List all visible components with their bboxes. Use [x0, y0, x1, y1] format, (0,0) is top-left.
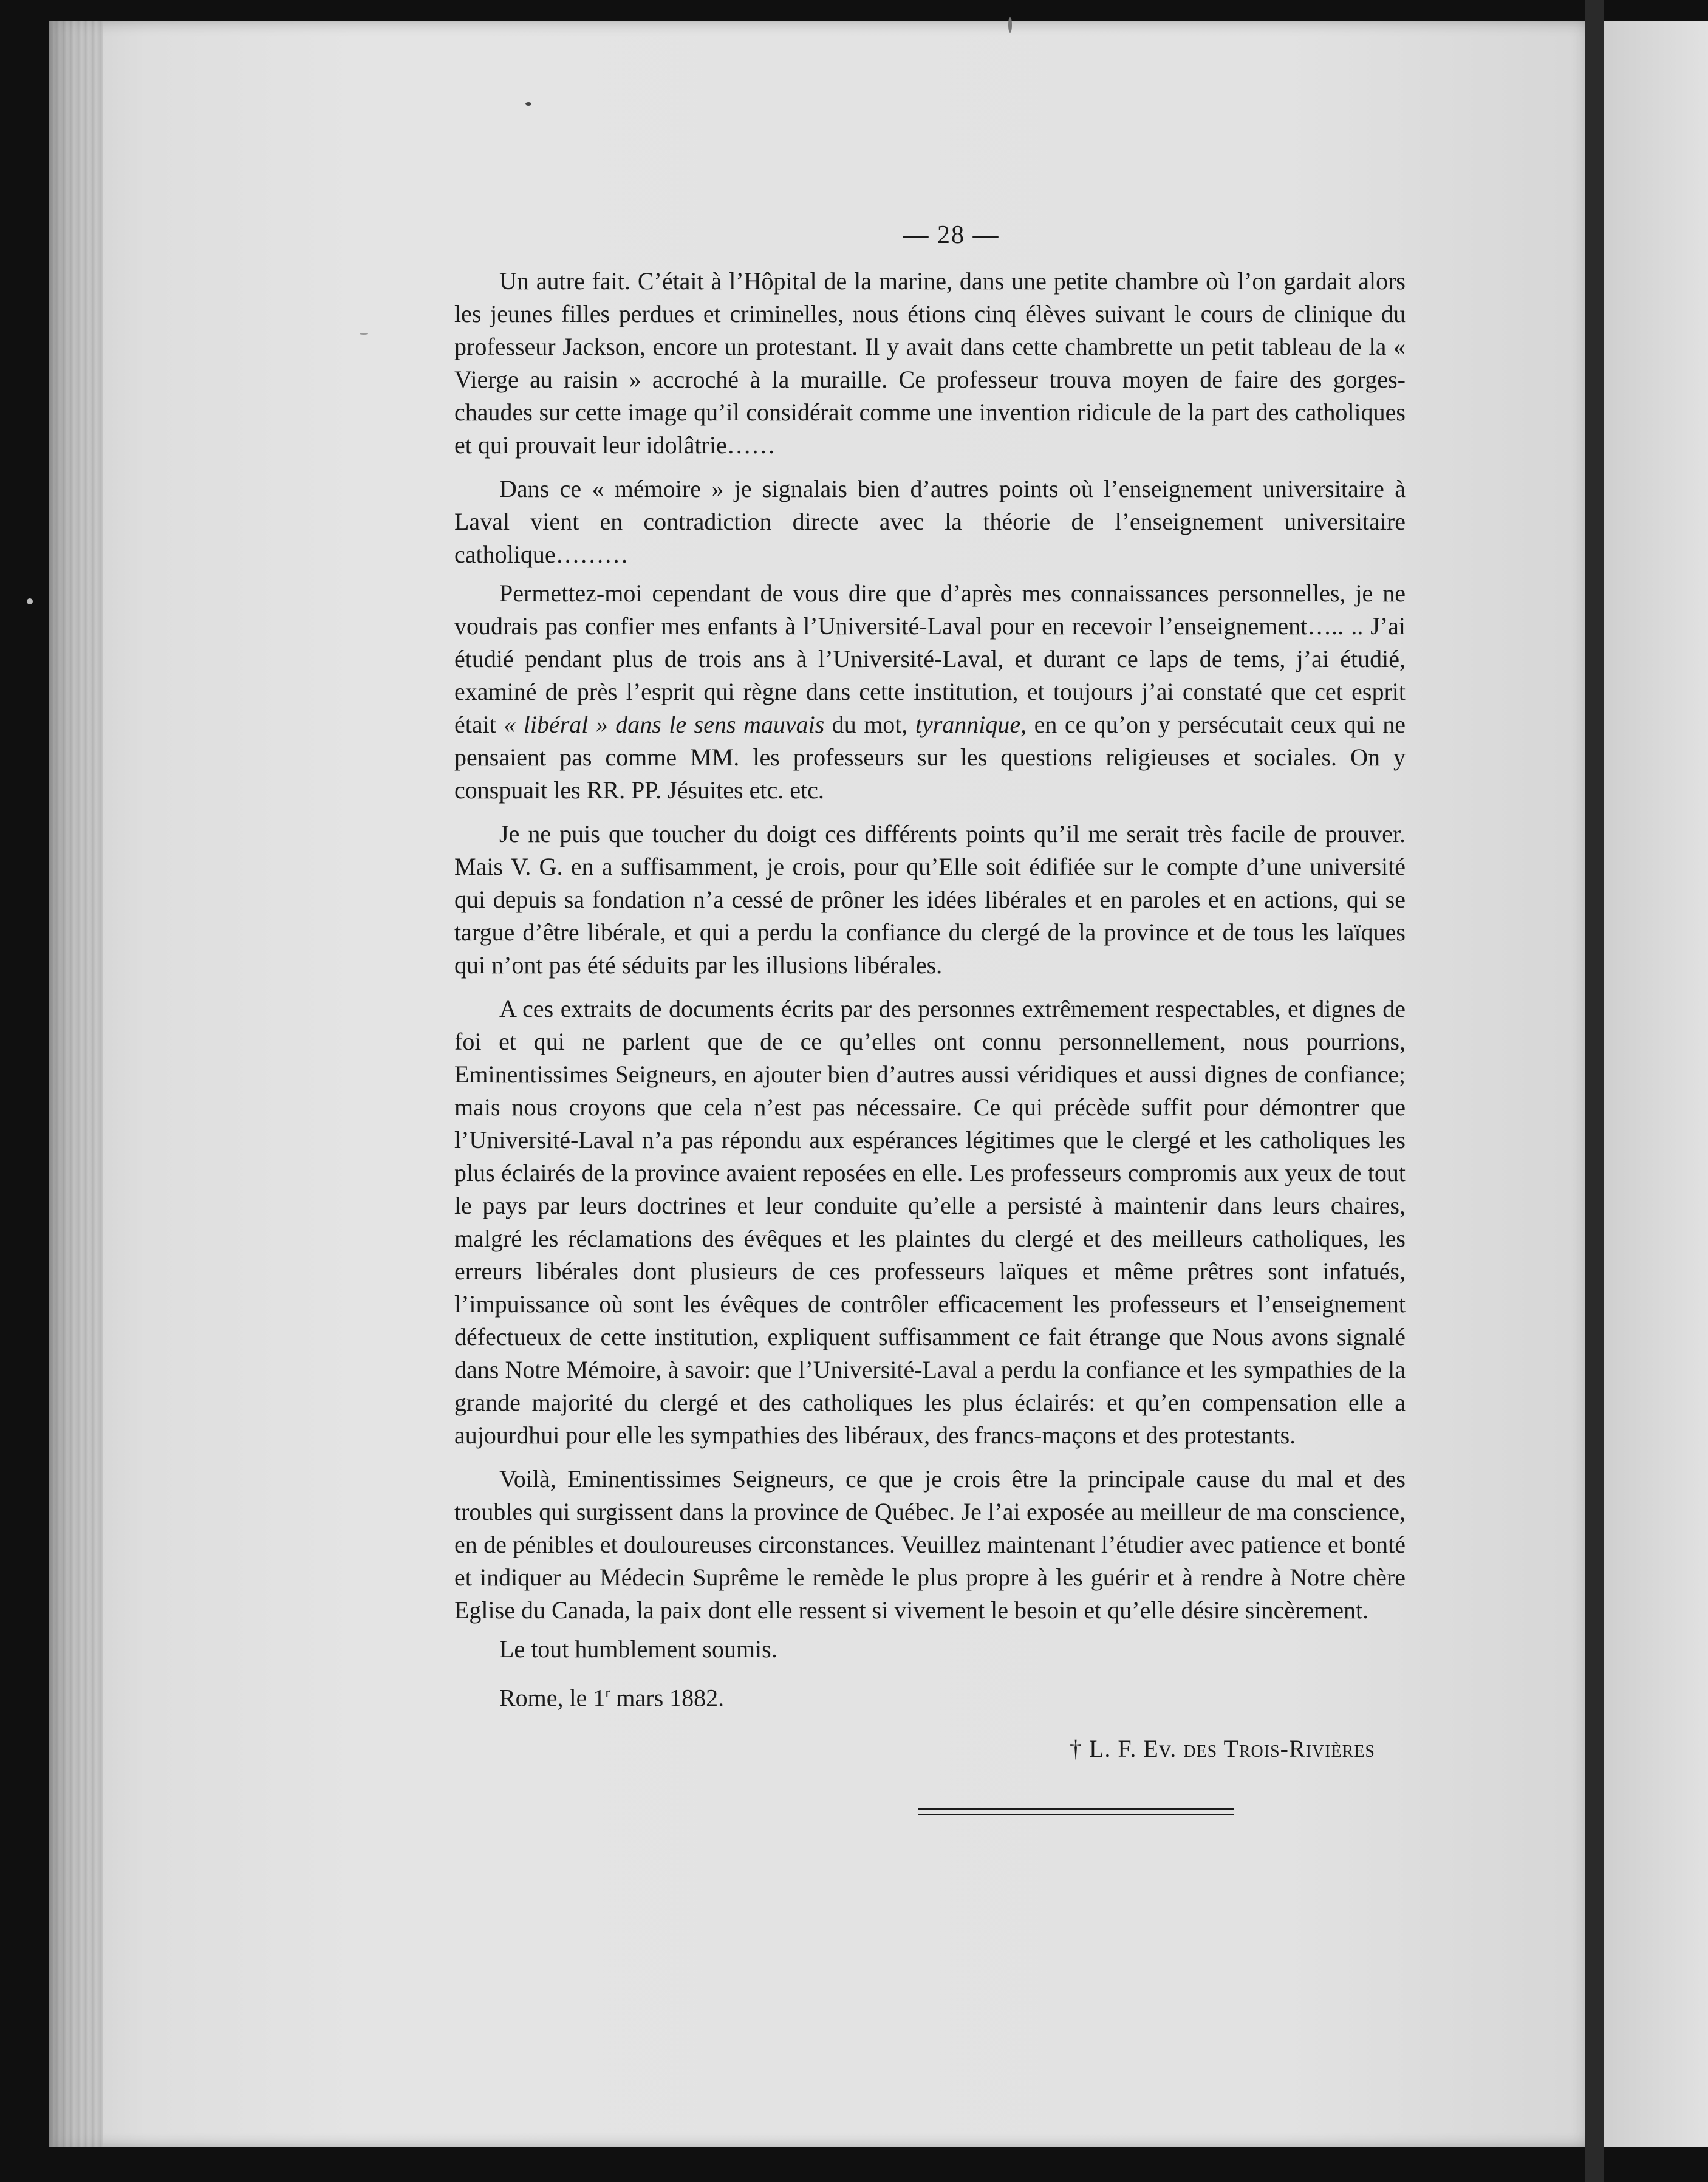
- adjacent-page-edge: [1604, 21, 1708, 2147]
- dateline: [454, 1677, 1406, 1714]
- scan-speck: [27, 598, 33, 604]
- dateline-ordinal: r: [605, 1685, 610, 1701]
- signature-bishop: † L. F. Ev.: [1069, 1735, 1177, 1763]
- closing-rule: [626, 1808, 1234, 1815]
- paragraph-3-text-end: en ce qu’on y persécutait ceux qui ne pensaient pas comme MM. les professeurs sur les questions religieuses et sociales. On y conspuait les RR. PP. Jésuites etc. etc.: [454, 711, 1406, 804]
- rule-thin: [918, 1814, 1234, 1815]
- paragraph-3-italic-liberal: « libéral » dans le sens mauvais: [504, 711, 825, 738]
- page-number: — 28 —: [903, 221, 1000, 249]
- rule-thick: [918, 1808, 1234, 1810]
- page-gutter: [1585, 0, 1604, 2182]
- paragraph-6: Voilà, Eminentissimes Seigneurs, ce que je crois être la principale cause du mal et des troubles qui surgissent dans la province de Québec. Je l’ai exposée au meilleur de ma conscience, en de pénibles et douloureuses circonstances. Veuillez maintenant l’étudier avec patience et bonté et indiquer au Médecin Suprême le remède le plus propre à les guérir et à rendre à Notre chère Eglise du Canada, la paix dont elle ressent si vivement le besoin et qu’elle désire sincèrement.: [454, 1465, 1406, 1624]
- paragraph-3-italic-tyrannique: tyrannique,: [915, 711, 1027, 738]
- paragraph-3-text: Permettez-moi cependant de vous dire que d’après mes connaissances personnelles, je ne voudrais pas confier mes enfants à l’Université-Laval pour en recevoir l’enseignement….. .. J’ai étudié pendant plus de trois ans à l’Université-Laval, et durant ce laps de tems, j’ai étudié, examiné de près l’esprit qui règne dans cette institution, et toujours j’ai constaté que cet esprit était: [454, 580, 1406, 738]
- paragraph-3: [454, 577, 1406, 807]
- scan-speck: [525, 102, 531, 106]
- page-binding-edge: [49, 21, 103, 2147]
- paragraph-4: Je ne puis que toucher du doigt ces différents points qu’il me serait très facile de prouver. Mais V. G. en a suffisamment, je crois, pour qu’Elle soit édifiée sur le compte d’une université qui depuis sa fondation n’a cessé de prôner les idées libérales et en paroles et en actions, qui se targue d’être libérale, et qui a perdu la confiance du clergé de la province et de tous les laïques qui n’ont pas été séduits par les illusions libérales.: [454, 820, 1406, 979]
- dateline-date: mars 1882.: [610, 1684, 725, 1712]
- page-text: [454, 219, 1406, 1819]
- paragraph-3-text-middle: du mot,: [824, 711, 915, 738]
- dateline-place: Rome, le 1: [499, 1684, 606, 1712]
- paragraph-2: Dans ce « mémoire » je signalais bien d’autres points où l’enseignement universitaire à Laval vient en contradiction directe avec la théorie de l’enseignement universitaire catholique………: [454, 475, 1406, 568]
- signature-diocese: des Trois-Rivières: [1183, 1735, 1375, 1763]
- signature: [454, 1732, 1406, 1765]
- closing-line: Le tout humblement soumis.: [499, 1635, 777, 1663]
- paragraph-1: Un autre fait. C’était à l’Hôpital de la marine, dans une petite chambre où l’on gardait alors les jeunes filles perdues et criminelles, nous étions cinq élèves suivant le cours de clinique du professeur Jackson, encore un protestant. Il y avait dans cette chambrette un petit tableau de la « Vierge au raisin » accroché à la muraille. Ce professeur trouva moyen de faire des gorges-chaudes sur cette image qu’il considérait comme une invention ridicule de la part des catholiques et qui prouvait leur idolâtrie……: [454, 267, 1406, 459]
- paragraph-5: A ces extraits de documents écrits par des personnes extrêmement respectables, et dignes de foi et qui ne parlent que de ce qu’elles ont connu personnellement, nous pourrions, Eminentissimes Seigneurs, en ajouter bien d’autres aussi véridiques et aussi dignes de confiance; mais nous croyons que cela n’est pas nécessaire. Ce qui précède suffit pour démontrer que l’Université-Laval n’a pas répondu aux espérances légitimes que le clergé et les catholiques les plus éclairés de la province avaient reposées en elle. Les professeurs compromis aux yeux de tout le pays par leurs doctrines et leur conduite qu’elle a persisté à maintenir dans leurs chaires, malgré les réclamations des évêques et les plaintes du clergé et des meilleurs catholiques, les erreurs libérales dont plusieurs de ces professeurs laïques et même prêtres sont infatués, l’impuissance où sont les évêques de contrôler efficacement les professeurs et l’enseignement défectueux de cette institution, expliquent suffisamment ce fait étrange que Nous avons signalé dans Notre Mémoire, à savoir: que l’Université-Laval a perdu la confiance et les sympathies de la grande majorité du clergé et des catholiques les plus éclairés: et qu’en compensation elle a aujourdhui pour elle les sympathies des libéraux, des francs-maçons et des protestants.: [454, 995, 1406, 1449]
- scan-speck: [360, 333, 368, 335]
- scan-speck: [1008, 17, 1012, 33]
